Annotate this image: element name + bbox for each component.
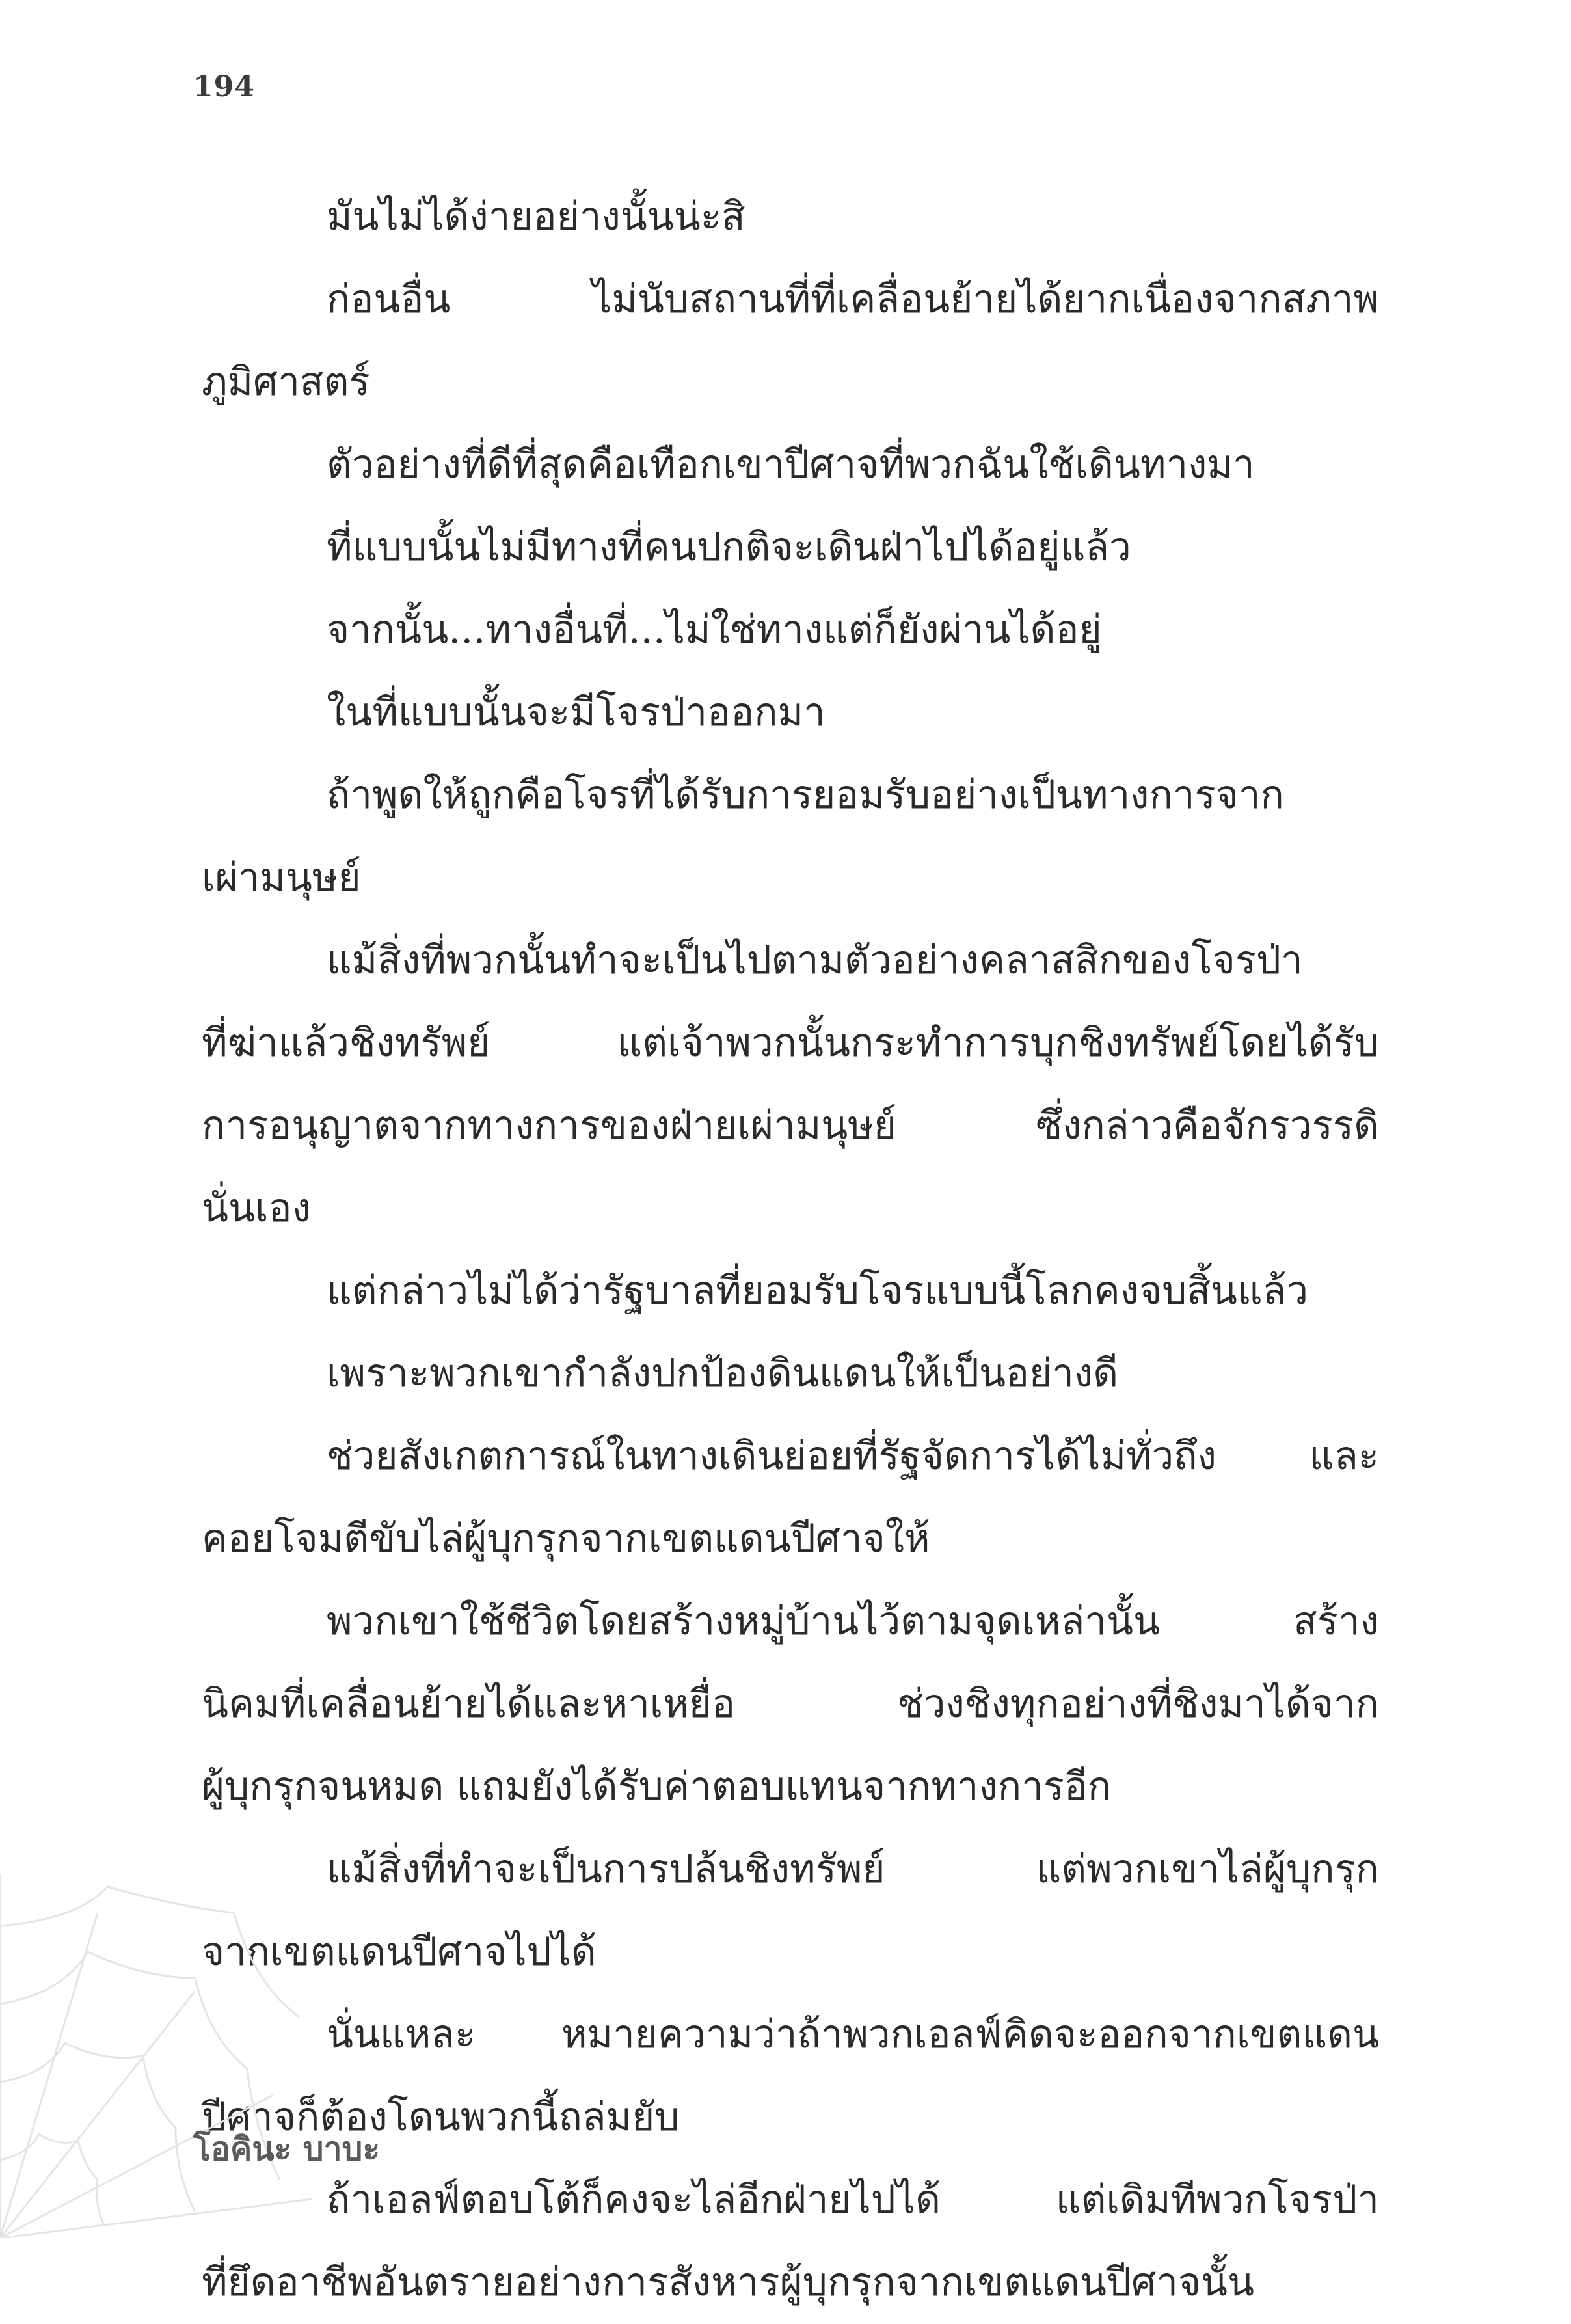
- text-line: ที่ฆ่าแล้วชิงทรัพย์ แต่เจ้าพวกนั้นกระทำการบุกชิงทรัพย์โดยได้รับ: [202, 1020, 1379, 1066]
- text-line: ผู้บุกรุกจนหมด แถมยังได้รับค่าตอบแทนจากทางการอีก: [202, 1764, 1112, 1809]
- text-line: จากเขตแดนปีศาจไปได้: [202, 1929, 597, 1975]
- text-line: การอนุญาตจากทางการของฝ่ายเผ่ามนุษย์ ซึ่งกล่าวคือจักรวรรดิ: [202, 1103, 1379, 1148]
- text-line: ปีศาจก็ต้องโดนพวกนี้ถล่มยับ: [202, 2094, 680, 2140]
- text-line: เผ่ามนุษย์: [202, 855, 361, 900]
- text-line: แต่กล่าวไม่ได้ว่ารัฐบาลที่ยอมรับโจรแบบนี้โลกคงจบสิ้นแล้ว: [327, 1268, 1309, 1314]
- text-line: นิคมที่เคลื่อนย้ายได้และหาเหยื่อ ช่วงชิงทุกอย่างที่ชิงมาได้จาก: [202, 1681, 1379, 1727]
- text-line: ภูมิศาสตร์: [202, 359, 370, 405]
- text-line: ถ้าเอลฟ์ตอบโต้ก็คงจะไล่อีกฝ่ายไปได้ แต่เดิมทีพวกโจรป่า: [327, 2177, 1379, 2223]
- spider-web-decoration: [0, 1874, 312, 2238]
- text-line: ตัวอย่างที่ดีที่สุดคือเทือกเขาปีศาจที่พวกฉันใช้เดินทางมา: [327, 442, 1255, 487]
- text-line: ที่ยึดอาชีพอันตรายอย่างการสังหารผู้บุกรุกจากเขตแดนปีศาจนั้น: [202, 2260, 1255, 2305]
- text-line: แม้สิ่งที่ทำจะเป็นการปล้นชิงทรัพย์ แต่พวกเขาไล่ผู้บุกรุก: [327, 1846, 1379, 1892]
- text-line: คอยโจมตีขับไล่ผู้บุกรุกจากเขตแดนปีศาจให้: [202, 1516, 930, 1561]
- author-name: โอคินะ บาบะ: [193, 2130, 381, 2168]
- text-line: ถ้าพูดให้ถูกคือโจรที่ได้รับการยอมรับอย่างเป็นทางการจาก: [327, 772, 1284, 818]
- body-text: [202, 176, 1379, 2324]
- text-line: ในที่แบบนั้นจะมีโจรป่าออกมา: [327, 690, 826, 735]
- text-line: แม้สิ่งที่พวกนั้นทำจะเป็นไปตามตัวอย่างคลาสสิกของโจรป่า: [327, 938, 1303, 983]
- text-line: พวกเขาใช้ชีวิตโดยสร้างหมู่บ้านไว้ตามจุดเหล่านั้น สร้าง: [327, 1599, 1379, 1644]
- page-number: 194: [193, 70, 255, 103]
- text-line: มันไม่ได้ง่ายอย่างนั้นน่ะสิ: [327, 194, 745, 239]
- text-line: นั่นแหละ หมายความว่าถ้าพวกเอลฟ์คิดจะออกจากเขตแดน: [327, 2012, 1379, 2057]
- text-line: ก่อนอื่น ไม่นับสถานที่ที่เคลื่อนย้ายได้ยากเนื่องจากสภาพ: [327, 277, 1379, 322]
- text-line: นั่นเอง: [202, 1185, 311, 1231]
- text-line: ช่วยสังเกตการณ์ในทางเดินย่อยที่รัฐจัดการได้ไม่ทั่วถึง และ: [327, 1433, 1379, 1479]
- text-line: เพราะพวกเขากำลังปกป้องดินแดนให้เป็นอย่างดี: [327, 1351, 1119, 1396]
- text-line: จากนั้น...ทางอื่นที่...ไม่ใช่ทางแต่ก็ยังผ่านได้อยู่: [327, 607, 1102, 653]
- text-line: ที่แบบนั้นไม่มีทางที่คนปกติจะเดินฝ่าไปได้อยู่แล้ว: [327, 524, 1131, 570]
